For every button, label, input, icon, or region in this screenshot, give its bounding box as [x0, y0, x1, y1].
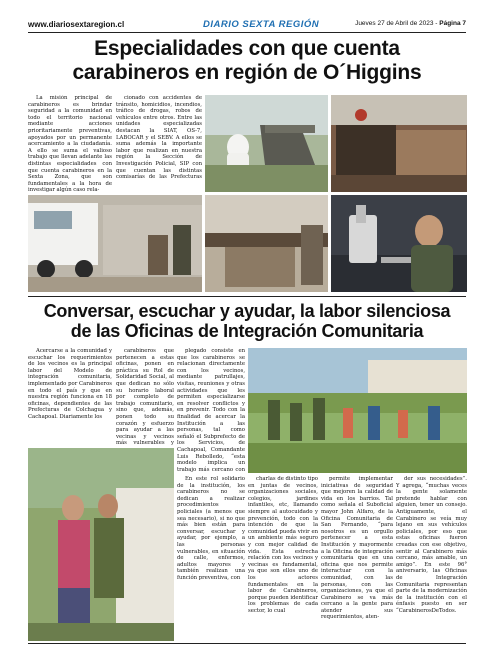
- article1-col1: La misión principal de carabineros es brindar seguridad a la comunidad en todo el territorio nacional mediante acciones prioritariamente preventivas, apoyados por un permanente acercamiento a la ciudadanía. A ello se suma el valioso trabajo que llevan adelante las distintas especialidades con que cuenta carabineros en la Sexta Zona, que son fundamentales a la hora de investigar algún caso rela-: [28, 95, 112, 194]
- article2-col3-continued: En este rol solidario de la institución, los carabineros no se dedican a realizar procedimientos policiales (a menos que sea necesario), si no que más bien están para conversar, escuchar y ayudar, por ejemplo, a las personas vulnerables, en situación de calle, enfermos, adultos mayores y también realizan una función preventiva, con: [177, 476, 245, 581]
- article2-col1: Acercarse a la comunidad y escuchar los requerimientos de los vecinos es la principal labor del Modelo de integración comunitaria, implementado por Carabineros en todo el país y que en nuestra región funciona en 18 oficinas, dependientes de las Prefecturas de Colchagua y Cachapoal. Diariamente los: [28, 348, 112, 420]
- page-header: [28, 20, 466, 32]
- article2-col2: carabineros que pertenecen a estas oficinas, ponen en práctica su Rol de Solidaridad Social, al que dedican no sólo su horario laboral por completo de trabajo comunitario, sino que, además, ponen todo su corazón y esfuerzo para ayudar a las vecinas y vecinos más vulnerables y: [116, 348, 174, 445]
- photo-lab-microscope: [331, 195, 467, 292]
- article1-col2: cionado con accidentes de tránsito, homicidios, incendios, tráfico de drogas, robos de vehículos entre otros. Entre las unidades especializadas destacan la SIAT, OS-7, LABOCAR y el SEBV. A ellos se suma además la importante labor que realizan en nuestra región la Sección de Investigación Policial, SIP con que cuentan las distintas comisarías de las Prefecturas: [116, 95, 202, 181]
- article1-headline-line2: carabineros en región de O´Higgins: [72, 61, 422, 84]
- photo-forensic-team: [205, 95, 328, 192]
- article2-col5: permite implementar iniciativas de seguridad que mejoren la calidad de vida en los barrios. Tal como señala el Suboficial mayor John Alfaro, de la Oficina Comunitaria de San Fernando, “para nosotros es un orgullo pertenecer a esta Institución y mayormente a la Oficina de integración comunitaria que en una oficina que nos permite interactuar con la comunidad, con las personas, con las organizaciones, ya que el Carabinero se va más cercano a la gente para atender sus requerimientos, aten-: [321, 476, 393, 621]
- section-title: DIARIO SEXTA REGIÓN: [203, 19, 320, 30]
- photo-group-meeting: [248, 348, 467, 473]
- footer-rule: [28, 643, 466, 644]
- header-rule: [28, 32, 466, 33]
- site-url: www.diariosextaregion.cl: [28, 20, 125, 29]
- section-divider: [28, 296, 466, 297]
- article2-headline-line2: de las Oficinas de Integración Comunitaria: [70, 321, 424, 341]
- article2-col4: charlas de distinto tipo en juntas de vecinos, organizaciones sociales, colegios, jardines infantiles, etc, llamando siempre al autocuidado y prevención, todo con la intención de que la comunidad pueda vivir en un ambiente más seguro y con mejor calidad de vida. Esta estrecha relación con los vecinos y vecinas es fundamental, ya que son ellos uno de los actores fundamentales en la labor de Carabineros, porque pueden identificar los problemas de cada sector, lo cual: [248, 476, 318, 614]
- article2-col6: der sus necesidades”. Y agrega, “muchas veces la gente solamente pretende hablar con alguien, tener un consejo. Antiguamente, el Carabinero se veía muy lejano en sus vehículos policiales, por eso que estas oficinas fueron creadas con ese objetivo, sentir al Carabinero más cercano, más amable, un amigo”. En este 96° aniversario, las Oficinas de Integración Comunitaria representan parte de la modernización de la institución con el énfasis puesto en ser “CarabinerosDeTodos.: [396, 476, 467, 614]
- article1-headline-line1: Especialidades con que cuenta: [94, 37, 400, 60]
- article2-col3: plegado consiste en que los carabineros se relacionan directamente con los vecinos, mediante patrullajes, visitas, reuniones y otras actividades que les permiten especializarse en resolver conflictos y en prevenir. Todo con la finalidad de acercar la Institución a las personas, tal como señaló el Subprefecto de los Servicios, de Cachapoal, Comandante Luis Rebolledo, “esta modelo implica un trabajo más cercano con: [177, 348, 245, 473]
- photo-officers-residents: [28, 448, 174, 641]
- photo-vehicle-fire: [28, 195, 202, 292]
- article2-headline-line1: Conversar, escuchar y ayudar, la labor silenciosa: [43, 301, 451, 321]
- photo-rail-scene: [205, 195, 328, 292]
- issue-date: Jueves 27 de Abril de 2023 - Página 7: [355, 20, 466, 27]
- photo-crash-investigation: [331, 95, 467, 192]
